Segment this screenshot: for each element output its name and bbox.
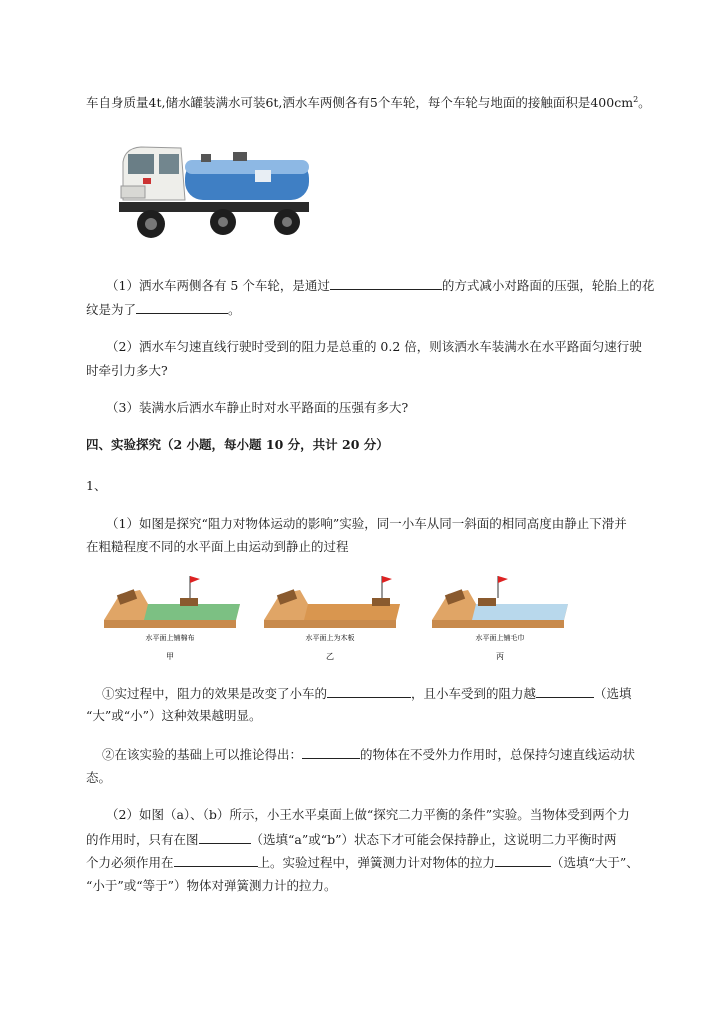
- q1-text-a: （1）洒水车两侧各有 5 个车轮，是通过: [106, 278, 330, 293]
- exp2-text-b1: 的作用时，只有在图: [86, 832, 199, 847]
- ramp-jia: [104, 576, 240, 661]
- q1-text-b: 的方式减小对路面的压强，轮胎上的花: [441, 278, 655, 293]
- item-number: [86, 478, 106, 494]
- water-truck-image: [115, 142, 313, 250]
- sub1-blank-1[interactable]: [327, 685, 411, 698]
- exp2-blank-1[interactable]: [199, 831, 251, 844]
- exp1-line1: [106, 516, 627, 532]
- q3-text: （3）装满水后洒水车静止时对水平路面的压强有多大?: [106, 400, 409, 415]
- section-title: [86, 437, 389, 453]
- intro-line: [86, 92, 651, 111]
- q2-line2: [86, 363, 168, 379]
- item-number-text: 1、: [86, 478, 107, 493]
- exp2-text-b2: （选填“a”或“b”）状态下才可能会保持静止，这说明二力平衡时两: [250, 832, 617, 847]
- ramp-label-yi: 水平面上为木板: [305, 634, 355, 642]
- sub2-line2: [86, 770, 111, 786]
- sub1-text-b: ，且小车受到的阻力越: [411, 686, 537, 701]
- ramp-experiment-image: [100, 570, 580, 666]
- ramp-name-yi: 乙: [326, 652, 334, 661]
- exp2-text-d: “小于”或“等于”）物体对弹簧测力计的拉力。: [86, 878, 337, 893]
- section-title-text: 四、实验探究（2 小题，每小题 10 分，共计 20 分）: [86, 437, 389, 452]
- sub2-line1: [102, 746, 635, 763]
- ramp-name-jia: 甲: [166, 652, 174, 661]
- exp1-line2: [86, 539, 349, 555]
- exp2-line2: [86, 831, 617, 848]
- q1-blank-1[interactable]: [330, 277, 442, 290]
- exp2-blank-2[interactable]: [174, 854, 258, 867]
- q1-line2: [86, 301, 241, 318]
- q2-line1: [106, 339, 642, 355]
- exp2-line3: [86, 854, 639, 871]
- ramp-name-bing: 丙: [496, 652, 504, 661]
- exp1-text-b: 在粗糙程度不同的水平面上由运动到静止的过程: [86, 539, 349, 554]
- intro-end: 。: [638, 95, 651, 111]
- ramp-bing: [432, 576, 568, 661]
- sub2-text-c: 态。: [86, 770, 112, 785]
- ramp-label-jia: 水平面上铺棉布: [145, 634, 195, 642]
- q1-line1: [106, 277, 654, 294]
- exp2-line4: [86, 878, 337, 894]
- q2-text-a: （2）洒水车匀速直线行驶时受到的阻力是总重的 0.2 倍，则该洒水车装满水在水平路面匀速行驶: [106, 339, 642, 354]
- sub1-text-c: （选填: [594, 686, 632, 701]
- q1-text-d: 。: [228, 302, 241, 317]
- exp1-text-a: （1）如图是探究“阻力对物体运动的影响”实验，同一小车从同一斜面的相同高度由静止下滑并: [106, 516, 627, 531]
- q1-text-c: 纹是为了: [86, 302, 137, 317]
- sub1-text-a: ①实过程中，阻力的效果是改变了小车的: [102, 686, 328, 701]
- intro-text: 车自身质量4t,储水罐装满水可装6t,洒水车两侧各有5个车轮，每个车轮与地面的接触面积是400cm: [86, 95, 634, 111]
- sub2-text-b: 的物体在不受外力作用时，总保持匀速直线运动状: [360, 747, 636, 762]
- sub1-text-d: “大”或“小”）这种效果越明显。: [86, 708, 262, 723]
- q2-text-b: 时牵引力多大?: [86, 363, 168, 378]
- exp2-line1: [106, 807, 630, 823]
- q3-line: [106, 400, 408, 416]
- sub1-line2: [86, 708, 262, 724]
- q1-blank-2[interactable]: [136, 301, 228, 314]
- exp2-text-a1: （2）如图（a）、（b）所示，小王水平桌面上做“探究二力平衡的条件”实验。当物体受到两个力: [106, 807, 630, 822]
- exp2-text-c2: 上。实验过程中，弹簧测力计对物体的拉力: [257, 855, 496, 870]
- sub1-line1: [102, 685, 632, 702]
- sub2-text-a: ②在该实验的基础上可以推论得出：: [102, 747, 303, 762]
- unit-superscript: 2: [633, 95, 639, 104]
- exp2-text-c1: 个力必须作用在: [86, 855, 174, 870]
- sub2-blank-1[interactable]: [302, 746, 360, 759]
- ramp-label-bing: 水平面上铺毛巾: [475, 634, 525, 642]
- ramp-yi: [264, 576, 400, 661]
- exp2-blank-3[interactable]: [495, 854, 551, 867]
- sub1-blank-2[interactable]: [536, 685, 594, 698]
- exp2-text-c3: （选填“大于”、: [551, 855, 639, 870]
